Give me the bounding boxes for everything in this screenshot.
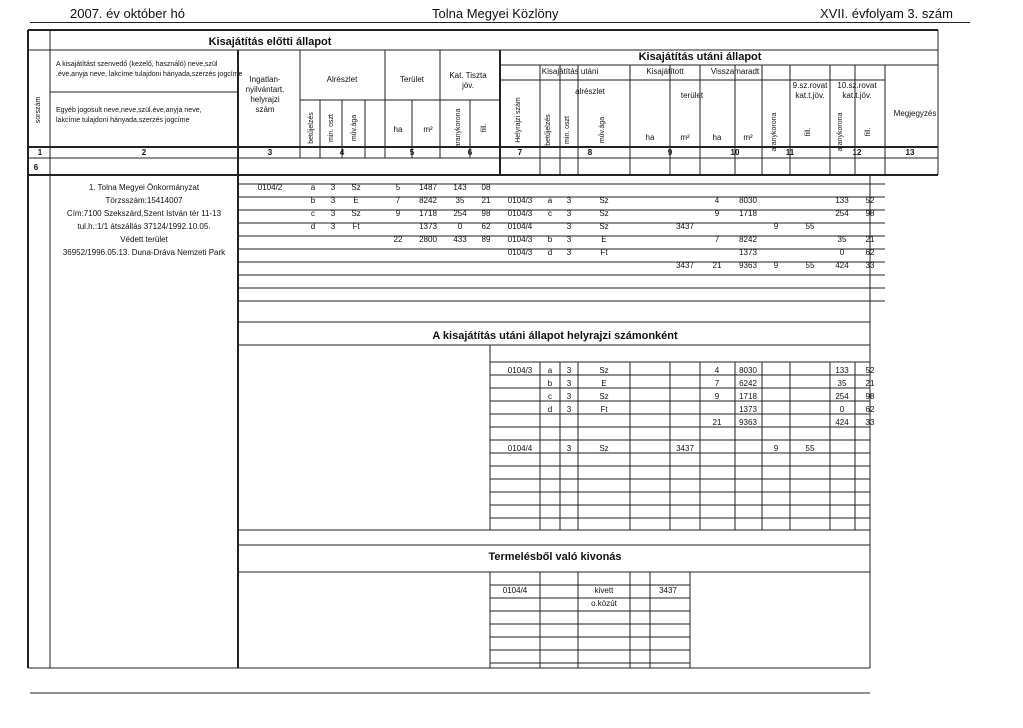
before-cell-0-1: a: [310, 183, 316, 192]
after-cell-1-0: 0104/3: [507, 209, 533, 218]
kat-header-1: Kat. Tiszta: [449, 71, 487, 80]
owner-text-4: Védett terület: [120, 235, 168, 244]
parcel-cell-1-1: b: [547, 379, 553, 388]
megjegyzes-label: Megjegyzés: [893, 109, 937, 118]
after-cell-5-11: 33: [865, 261, 875, 270]
owner-header-2: Egyéb jogosult neve,neve,szül.éve,anyja neve,: [56, 107, 202, 114]
after-sub-2: Kisajátított: [646, 67, 684, 76]
header-right: XVII. évfolyam 3. szám: [820, 6, 953, 21]
parcel-cell-1-11: 21: [865, 379, 875, 388]
before-cell-1-4: 7: [395, 196, 401, 205]
after-ha-1: ha: [645, 133, 655, 142]
after-cell-0-3: Sz: [599, 196, 609, 205]
withdrawal-cell-0-4: 3437: [659, 586, 677, 595]
before-cell-0-3: Sz: [351, 183, 361, 192]
after-cell-4-2: 3: [566, 248, 572, 257]
before-cell-1-7: 21: [481, 196, 491, 205]
parcel-cell-2-6: 9: [714, 392, 720, 401]
betujelzes-label: betűjelzés: [308, 112, 315, 144]
before-cell-1-2: 3: [330, 196, 336, 205]
parcel-cell-3-1: d: [547, 405, 553, 414]
after-cell-1-3: Sz: [599, 209, 609, 218]
rovat10-1: 10.sz.rovat: [837, 81, 877, 90]
col-number-8: 8: [587, 148, 593, 157]
after-cell-1-2: 3: [566, 209, 572, 218]
before-cell-3-2: 3: [330, 222, 336, 231]
after-cell-3-1: b: [547, 235, 553, 244]
parcel-cell-0-0: 0104/3: [507, 366, 533, 375]
header-left: 2007. év október hó: [70, 6, 185, 21]
before-cell-0-6: 143: [453, 183, 467, 192]
after-ha-2: ha: [712, 133, 722, 142]
owner-header-1: A kisajátítást szenvedő (kezelő, használó) neve,szül: [56, 61, 218, 68]
before-cell-4-4: 22: [393, 235, 403, 244]
parcel-cell-1-3: E: [601, 379, 607, 388]
after-fill-1: fill.: [805, 127, 812, 137]
after-arany-1: aranykorona: [771, 112, 778, 152]
after-cell-5-9: 55: [805, 261, 815, 270]
withdrawal-cell-0-0: 0104/4: [502, 586, 528, 595]
after-cell-5-6: 21: [712, 261, 722, 270]
owner-header-1b: .éve,anyja neve, lakcíme tulajdoni hányada,szerzés jogcíme: [56, 71, 243, 78]
after-m2-1: m²: [680, 133, 690, 142]
withdrawal-cell-1-2: o.közút: [591, 599, 617, 608]
parcel-cell-4-6: 21: [712, 418, 722, 427]
row-number: 6: [33, 163, 39, 172]
ha-label: ha: [393, 125, 403, 134]
before-cell-2-7: 98: [481, 209, 491, 218]
before-cell-4-5: 2800: [419, 235, 437, 244]
after-cell-1-10: 254: [835, 209, 849, 218]
col-number-5: 5: [409, 148, 415, 157]
before-cell-3-6: 0: [457, 222, 463, 231]
before-cell-0-7: 08: [481, 183, 491, 192]
fill-label: fill.: [481, 123, 488, 133]
parcel-cell-5-8: 9: [773, 444, 779, 453]
after-cell-2-5: 3437: [676, 222, 694, 231]
parcel-cell-0-3: Sz: [599, 366, 609, 375]
after-terulet: terület: [680, 91, 704, 100]
after-cell-5-8: 9: [773, 261, 779, 270]
parcel-cell-4-10: 424: [835, 418, 849, 427]
rovat10-2: kat.t.jöv.: [842, 91, 872, 100]
parcel-cell-5-9: 55: [805, 444, 815, 453]
parcel-cell-4-7: 9363: [739, 418, 757, 427]
owner-header-2b: lakcíme tulajdoni hányada,szerzés jogcíme: [56, 117, 190, 124]
after-cell-2-2: 3: [566, 222, 572, 231]
parcel-cell-4-11: 33: [865, 418, 875, 427]
before-cell-2-4: 9: [395, 209, 401, 218]
before-cell-3-5: 1373: [419, 222, 437, 231]
col-number-13: 13: [905, 148, 915, 157]
aranykorona-label: aranykorona: [455, 108, 462, 148]
owner-text-3: tul.h.:1/1 átszállás 37124/1992.10.05.: [77, 222, 211, 231]
before-cell-1-6: 35: [455, 196, 465, 205]
before-cell-3-7: 62: [481, 222, 491, 231]
hrsz-header-0: Ingatlan-: [249, 75, 281, 84]
col-number-6: 6: [467, 148, 473, 157]
alreszlet-header: Alrészlet: [326, 75, 358, 84]
before-cell-3-1: d: [310, 222, 316, 231]
before-cell-2-1: c: [311, 209, 315, 218]
parcel-cell-1-10: 35: [837, 379, 847, 388]
after-arany-2: aranykorona: [837, 112, 844, 152]
sorszam-label: sorszám: [35, 96, 42, 124]
parcel-cell-0-7: 8030: [739, 366, 757, 375]
after-cell-4-7: 1373: [739, 248, 757, 257]
parcel-cell-1-7: 6242: [739, 379, 757, 388]
before-cell-2-6: 254: [453, 209, 467, 218]
parcel-cell-0-10: 133: [835, 366, 849, 375]
before-cell-0-0: 0104/2: [257, 183, 283, 192]
col-number-2: 2: [141, 148, 147, 157]
parcel-cell-2-11: 98: [865, 392, 875, 401]
rovat9-2: kat.t.jöv.: [795, 91, 825, 100]
after-hrsz-label: Helyrajzi szám: [515, 97, 522, 143]
after-cell-1-6: 9: [714, 209, 720, 218]
after-alreszlet: alrészlet: [575, 87, 605, 96]
after-cell-2-8: 9: [773, 222, 779, 231]
after-cell-3-2: 3: [566, 235, 572, 244]
before-cell-0-5: 1487: [419, 183, 437, 192]
after-sub-3: Visszamaradt: [710, 67, 760, 76]
after-cell-3-7: 8242: [739, 235, 757, 244]
before-cell-0-4: 5: [395, 183, 401, 192]
parcel-cell-3-3: Ft: [600, 405, 608, 414]
col-number-1: 1: [37, 148, 43, 157]
parcel-cell-5-5: 3437: [676, 444, 694, 453]
before-cell-4-7: 89: [481, 235, 491, 244]
after-cell-3-10: 35: [837, 235, 847, 244]
header-center: Tolna Megyei Közlöny: [432, 6, 559, 21]
after-cell-5-7: 9363: [739, 261, 757, 270]
parcel-cell-5-0: 0104/4: [507, 444, 533, 453]
parcel-cell-1-6: 7: [714, 379, 720, 388]
after-fill-2: fill.: [865, 127, 872, 137]
after-muv-aga: műv.ága: [599, 116, 606, 144]
after-cell-0-10: 133: [835, 196, 849, 205]
before-cell-2-5: 1718: [419, 209, 437, 218]
after-cell-1-7: 1718: [739, 209, 757, 218]
after-cell-0-0: 0104/3: [507, 196, 533, 205]
col-number-9: 9: [667, 148, 673, 157]
before-title: Kisajátítás előtti állapot: [208, 36, 332, 48]
col-number-11: 11: [785, 148, 795, 157]
parcel-cell-0-1: a: [547, 366, 553, 375]
after-cell-4-3: Ft: [600, 248, 608, 257]
before-cell-2-3: Sz: [351, 209, 361, 218]
after-cell-0-2: 3: [566, 196, 572, 205]
parcel-cell-1-2: 3: [566, 379, 572, 388]
before-cell-1-1: b: [310, 196, 316, 205]
after-betujelzes: betűjelzés: [545, 114, 552, 146]
after-cell-1-11: 98: [865, 209, 875, 218]
col-number-12: 12: [852, 148, 862, 157]
after-cell-3-6: 7: [714, 235, 720, 244]
after-m2-2: m²: [743, 133, 753, 142]
hrsz-header-1: nyilvántart.: [245, 85, 285, 94]
after-cell-3-11: 21: [865, 235, 875, 244]
col-number-7: 7: [517, 148, 523, 157]
after-cell-2-9: 55: [805, 222, 815, 231]
owner-text-0: 1. Tolna Megyei Önkormányzat: [88, 183, 200, 192]
parcel-cell-3-10: 0: [839, 405, 845, 414]
parcel-cell-3-2: 3: [566, 405, 572, 414]
parcel-cell-5-3: Sz: [599, 444, 609, 453]
min-oszt-label: min. oszt: [328, 113, 335, 143]
after-cell-4-0: 0104/3: [507, 248, 533, 257]
after-cell-0-6: 4: [714, 196, 720, 205]
rovat9-1: 9.sz.rovat: [792, 81, 828, 90]
parcel-cell-2-10: 254: [835, 392, 849, 401]
parcel-cell-0-2: 3: [566, 366, 572, 375]
after-cell-4-1: d: [547, 248, 553, 257]
after-cell-3-3: E: [601, 235, 607, 244]
parcel-cell-2-3: Sz: [599, 392, 609, 401]
col-number-3: 3: [267, 148, 273, 157]
after-cell-4-10: 0: [839, 248, 845, 257]
after-title: Kisajátítás utáni állapot: [638, 51, 762, 63]
before-cell-0-2: 3: [330, 183, 336, 192]
owner-text-1: Törzsszám:15414007: [105, 196, 183, 205]
before-cell-4-6: 433: [453, 235, 467, 244]
after-sub-1: Kisajátítás utáni: [541, 67, 599, 76]
after-cell-1-1: c: [548, 209, 552, 218]
withdrawal-title: Termelésből való kivonás: [488, 551, 622, 563]
hrsz-header-3: szám: [255, 105, 275, 114]
owner-text-5: 36952/1996.05.13. Duna-Dráva Nemzeti Park: [62, 248, 226, 257]
after-cell-5-5: 3437: [676, 261, 694, 270]
parcel-cell-2-2: 3: [566, 392, 572, 401]
parcel-cell-5-2: 3: [566, 444, 572, 453]
after-cell-0-1: a: [547, 196, 553, 205]
parcel-cell-3-7: 1373: [739, 405, 757, 414]
before-cell-3-3: Ft: [352, 222, 360, 231]
after-cell-5-10: 424: [835, 261, 849, 270]
owner-text-2: Cím:7100 Szekszárd,Szent István tér 11-13: [66, 209, 222, 218]
withdrawal-cell-0-2: kivett: [594, 586, 614, 595]
col-number-10: 10: [730, 148, 740, 157]
before-cell-2-2: 3: [330, 209, 336, 218]
terulet-header: Terület: [399, 75, 425, 84]
col-number-4: 4: [339, 148, 345, 157]
parcel-cell-2-1: c: [548, 392, 552, 401]
parcel-cell-2-7: 1718: [739, 392, 757, 401]
parcel-cell-0-11: 52: [865, 366, 875, 375]
muv-aga-label: műv.ága: [351, 114, 358, 142]
after-cell-4-11: 62: [865, 248, 875, 257]
after-cell-3-0: 0104/3: [507, 235, 533, 244]
parcel-cell-3-11: 62: [865, 405, 875, 414]
m2-label: m²: [423, 125, 433, 134]
after-cell-2-3: Sz: [599, 222, 609, 231]
after-cell-0-7: 8030: [739, 196, 757, 205]
before-cell-1-3: E: [353, 196, 359, 205]
after-cell-0-11: 52: [865, 196, 875, 205]
kat-header-2: jöv.: [462, 81, 474, 90]
parcel-cell-0-6: 4: [714, 366, 720, 375]
hrsz-header-2: helyrajzi: [250, 95, 280, 104]
by-parcel-title: A kisajátítás utáni állapot helyrajzi számonként: [432, 330, 678, 342]
after-cell-2-0: 0104/4: [507, 222, 533, 231]
after-min-oszt: min. oszt: [564, 115, 571, 145]
before-cell-1-5: 8242: [419, 196, 437, 205]
